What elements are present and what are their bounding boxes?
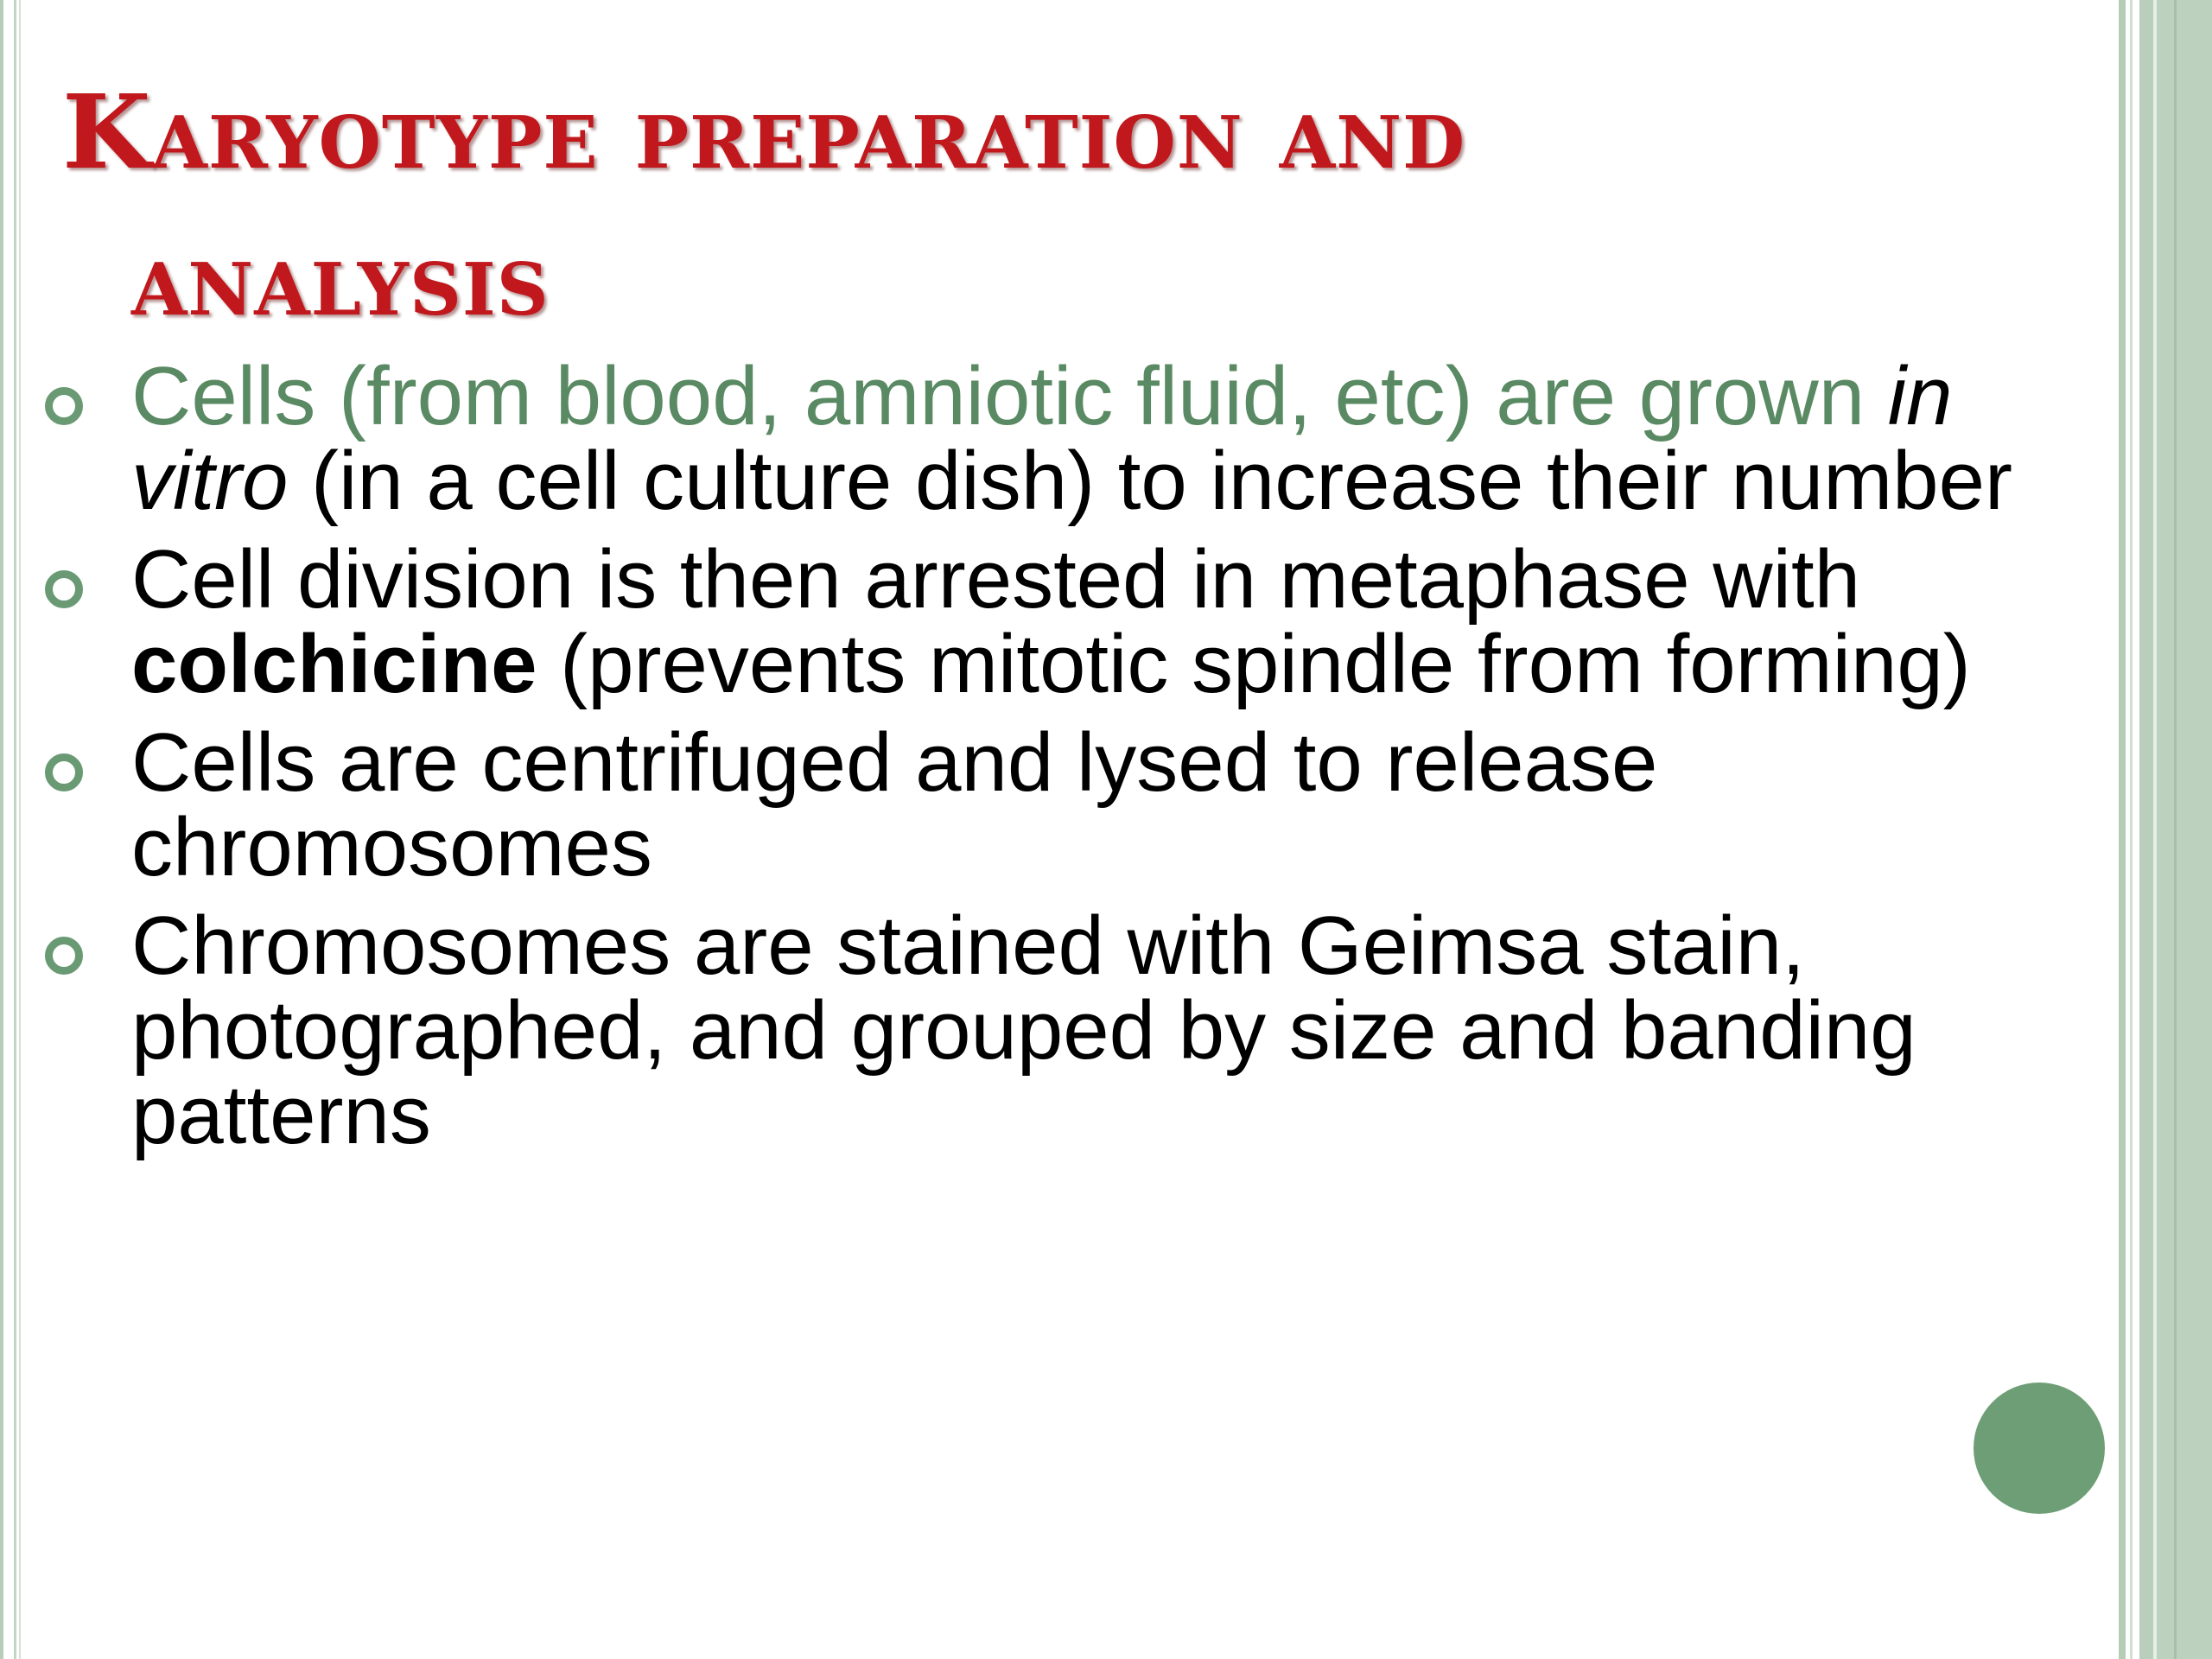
ring-bullet-icon (45, 937, 83, 975)
ring-bullet-icon (45, 570, 83, 608)
list-item (0, 716, 2091, 893)
corner-dot-decoration (1974, 1382, 2105, 1514)
bullet-text: Cells are centrifuged and lysed to release chromosomes (131, 716, 1658, 893)
slide-title-line1: Karyotype preparation and (62, 72, 1466, 192)
bullet-text: (prevents mitotic spindle from forming) (537, 618, 1971, 710)
ring-bullet-icon (45, 387, 83, 425)
right-border-line (2119, 0, 2126, 1659)
list-item (0, 533, 2091, 710)
right-border-line (2157, 0, 2212, 1659)
bullet-text-green: Cells (from blood, amniotic fluid, etc) are grown (131, 350, 1888, 442)
slide-title-line2: analysis (131, 219, 550, 339)
list-item (0, 899, 2091, 1161)
bullet-text-italic: in vitro (131, 350, 1953, 527)
right-border-line (2174, 0, 2177, 1659)
bullet-text: (in a cell culture dish) to increase their number (288, 435, 2012, 527)
bullet-text-bold: colchicine (131, 618, 537, 710)
ring-bullet-icon (45, 753, 83, 791)
right-border-line (2130, 0, 2133, 1659)
list-item (0, 350, 2091, 527)
slide-title (62, 59, 2050, 353)
bullet-text: Cell division is then arrested in metaphase with (131, 533, 1860, 626)
bullet-list (0, 350, 2091, 1172)
right-border-line (2139, 0, 2153, 1659)
bullet-text: Chromosomes are stained with Geimsa stain, photographed, and grouped by size and banding patterns (131, 899, 1916, 1161)
